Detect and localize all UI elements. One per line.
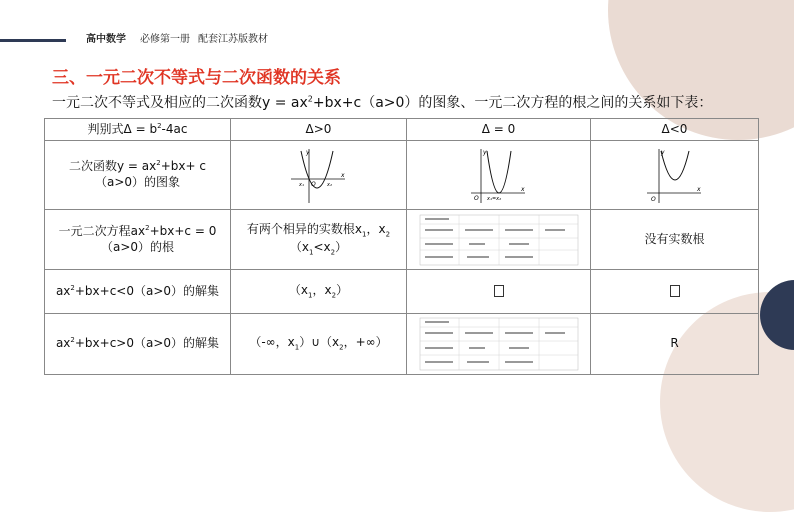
svg-text:O: O bbox=[310, 181, 316, 188]
roots-two-distinct: 有两个相异的实数根$x_1$，$x_2(x_1<x_2)$ bbox=[231, 210, 407, 270]
graph-two-roots bbox=[231, 141, 407, 210]
header-negative: Δ<0 bbox=[591, 119, 759, 141]
table-thumbnail-image bbox=[419, 214, 579, 266]
svg-text:x₁: x₁ bbox=[298, 182, 304, 188]
header-bar bbox=[0, 0, 794, 52]
empty-set-glyph bbox=[670, 285, 680, 297]
section-title: 三、一元二次不等式与二次函数的关系 bbox=[52, 68, 341, 88]
svg-text:x: x bbox=[340, 172, 345, 179]
row-graph-label: 二次函数$y = ax^2+bx+ c(a>0)$的图象 bbox=[45, 141, 231, 210]
lt-empty-set-2 bbox=[591, 270, 759, 314]
table-row-roots bbox=[45, 210, 759, 270]
parabola-no-root-graph bbox=[645, 145, 705, 205]
gt-all-reals: R bbox=[591, 314, 759, 375]
parabola-two-roots-graph bbox=[289, 145, 349, 205]
header-accent-line bbox=[0, 39, 66, 42]
gt-thumbnail bbox=[407, 314, 591, 375]
table-row-greater-than bbox=[45, 314, 759, 375]
empty-set-glyph bbox=[494, 285, 504, 297]
svg-text:y: y bbox=[482, 149, 487, 156]
svg-text:y: y bbox=[660, 149, 665, 156]
lt-empty-set bbox=[407, 270, 591, 314]
header-positive: Δ>0 bbox=[231, 119, 407, 141]
svg-text:x: x bbox=[520, 186, 525, 193]
gt-interval: （-∞，$x_1)\cup(x_2$，+∞） bbox=[231, 314, 407, 375]
header-volume: 必修第一册 bbox=[140, 34, 190, 45]
header-discriminant: 判别式$\Delta = b^2-4ac$ bbox=[45, 119, 231, 141]
table-header-row bbox=[45, 119, 759, 141]
header-subject: 高中数学 bbox=[86, 34, 126, 45]
svg-text:y: y bbox=[305, 149, 310, 156]
lt-interval: （$x_1$，$x_2$） bbox=[231, 270, 407, 314]
svg-text:O: O bbox=[650, 196, 656, 203]
svg-text:x₂: x₂ bbox=[326, 182, 332, 188]
row-lt-label: $ax^2+bx+c<0(a>0)$的解集 bbox=[45, 270, 231, 314]
header-zero: Δ = 0 bbox=[407, 119, 591, 141]
graph-one-root bbox=[407, 141, 591, 210]
roots-one-thumbnail bbox=[407, 210, 591, 270]
table-row-less-than bbox=[45, 270, 759, 314]
relation-table bbox=[44, 118, 759, 375]
graph-no-root bbox=[591, 141, 759, 210]
header-edition: 配套江苏版教材 bbox=[198, 34, 268, 45]
table-thumbnail-image bbox=[419, 317, 579, 371]
intro-text: 一元二次不等式及相应的二次函数$y = ax^2+bx+c(a>0)$的图象、一元二次方程的根之间的关系如下表： bbox=[52, 94, 713, 111]
row-gt-label: $ax^2+bx+c>0(a>0)$的解集 bbox=[45, 314, 231, 375]
svg-text:x: x bbox=[696, 186, 701, 193]
table-row-graph bbox=[45, 141, 759, 210]
row-roots-label: 一元二次方程$ax^2+bx+c = 0(a>0)$的根 bbox=[45, 210, 231, 270]
roots-none: 没有实数根 bbox=[591, 210, 759, 270]
parabola-one-root-graph bbox=[469, 145, 529, 205]
svg-text:O: O bbox=[473, 195, 479, 202]
svg-text:x₁=x₂: x₁=x₂ bbox=[486, 196, 501, 202]
